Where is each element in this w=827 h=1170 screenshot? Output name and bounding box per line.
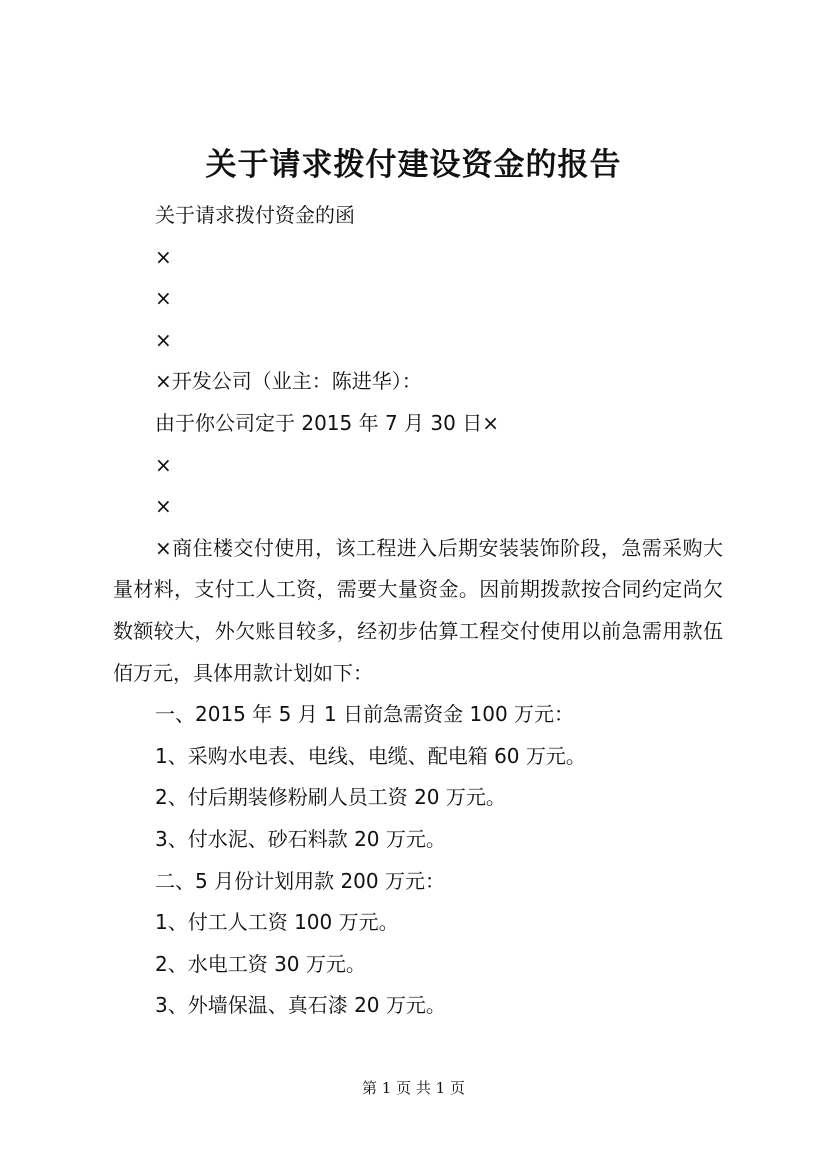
- redacted-line: ×: [155, 327, 172, 352]
- redacted-line: ×: [155, 452, 172, 477]
- document-title: 关于请求拨付建设资金的报告: [205, 147, 622, 183]
- plan-item: 3、付水泥、砂石料款 20 万元。: [155, 826, 446, 851]
- redacted-line: ×: [155, 286, 172, 311]
- addressee-line: ×开发公司（业主：陈进华）：: [155, 369, 422, 394]
- plan-item: 1、采购水电表、电线、电缆、配电箱 60 万元。: [155, 743, 586, 768]
- document-body: [113, 195, 723, 1027]
- main-paragraph: ×商住楼交付使用，该工程进入后期安装装饰阶段，急需采购大量材料，支付工人工资，需要大量资金。因前期拨款按合同约定尚欠数额较大，外欠账目较多，经初步估算工程交付使用以前急需用款伍佰万元，具体用款计划如下：: [113, 535, 723, 685]
- subject-line: 关于请求拨付资金的函: [155, 203, 355, 227]
- redacted-line: ×: [155, 244, 172, 269]
- plan-item: 2、付后期装修粉刷人员工资 20 万元。: [155, 785, 506, 810]
- redacted-line: ×: [155, 494, 172, 519]
- plan-item: 3、外墙保温、真石漆 20 万元。: [155, 993, 446, 1018]
- plan-section-heading: 一、2015 年 5 月 1 日前急需资金 100 万元：: [155, 702, 575, 727]
- text-line: 由于你公司定于 2015 年 7 月 30 日×: [155, 410, 499, 435]
- plan-item: 1、付工人工资 100 万元。: [155, 910, 399, 935]
- plan-item: 2、水电工资 30 万元。: [155, 951, 366, 976]
- page-footer: 第 1 页 共 1 页: [362, 1079, 465, 1097]
- plan-section-heading: 二、5 月份计划用款 200 万元：: [155, 868, 445, 893]
